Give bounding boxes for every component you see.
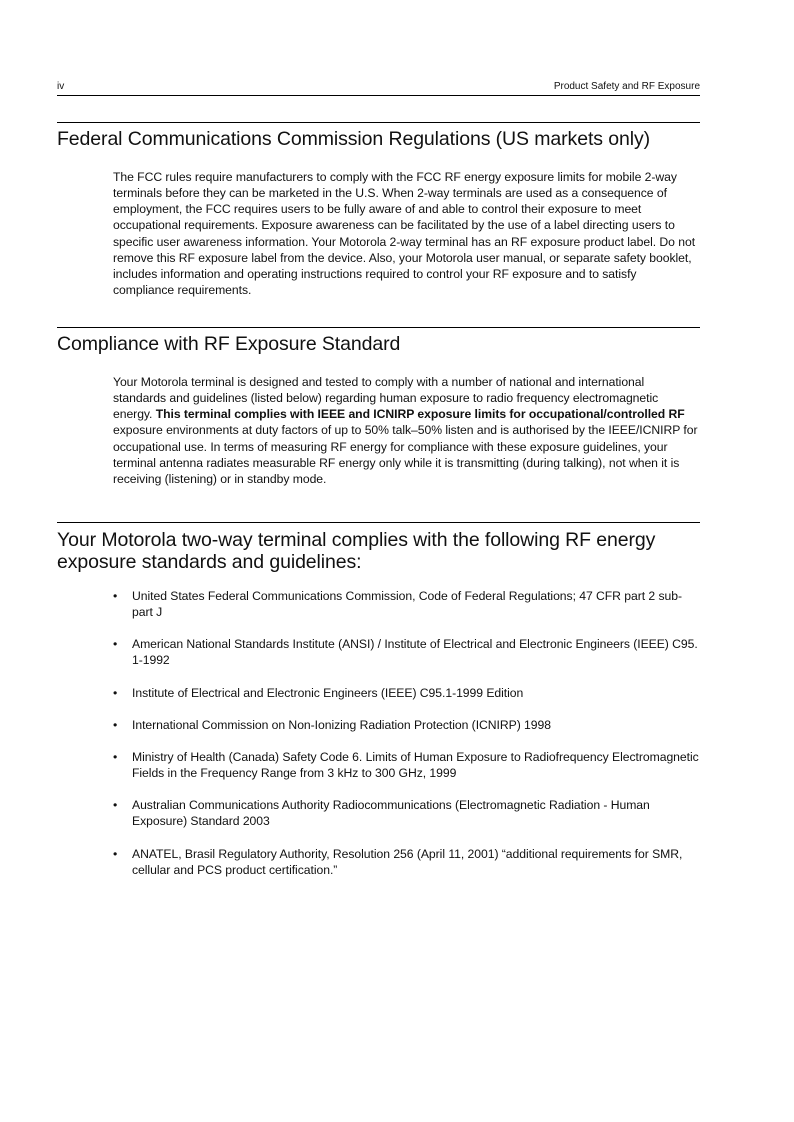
list-item: [113, 636, 700, 668]
section-title: Federal Communications Commission Regulations (US markets only): [57, 128, 650, 150]
section-title: Compliance with RF Exposure Standard: [57, 333, 401, 355]
running-header: [57, 79, 700, 96]
list-item-text: United States Federal Communications Commission, Code of Federal Regulations; 47 CFR part 2 sub-part J: [132, 589, 682, 620]
list-item-text: American National Standards Institute (ANSI) / Institute of Electrical and Electronic Engineers (IEEE) C95. 1-1992: [132, 637, 698, 668]
chapter-title: Product Safety and RF Exposure: [553, 81, 700, 92]
list-item: [113, 749, 700, 781]
list-item: [113, 846, 700, 878]
bullet-icon: •: [113, 749, 118, 764]
section-paragraph: The FCC rules require manufacturers to comply with the FCC RF energy exposure limits for mobile 2-way terminals before they can be marketed in the U.S. When 2-way terminals are used as a consequence of employment, the FCC requires users to be fully aware of and able to control their exposure to meet occupational requirements. Exposure awareness can be facilitated by the use of a label directing users to specific user awareness information. Your Motorola 2-way terminal has an RF exposure product label. Do not remove this RF exposure label from the device. Also, your Motorola user manual, or separate safety booklet, includes information and operating instructions required to control your RF exposure and to satisfy compliance requirements.: [113, 170, 696, 298]
section-divider: [57, 122, 700, 123]
bullet-icon: •: [113, 685, 118, 700]
bullet-icon: •: [113, 846, 118, 861]
section-fcc-regulations: [57, 122, 700, 298]
section-compliance-standard: [57, 327, 700, 487]
list-item-text: Australian Communications Authority Radiocommunications (Electromagnetic Radiation - Human Exposure) Standard 2003: [132, 798, 650, 829]
standards-list: [113, 588, 700, 878]
list-item: [113, 797, 700, 829]
paragraph-text: Your Motorola terminal is designed and tested to comply with a number of national and international standards and guidelines (listed below) regarding human exposure to radio frequency electromagnetic energy.: [113, 375, 659, 422]
list-item: [113, 588, 700, 620]
page-number: iv: [57, 81, 65, 92]
paragraph-text: exposure environments at duty factors of up to 50% talk–50% listen and is authorised by the IEEE/ICNIRP for occupational use. In terms of measuring RF energy for compliance with these exposure guidelines, your terminal antenna radiates measurable RF energy only while it is transmitting (during talking), not when it is receiving (listening) or in standby mode.: [113, 423, 698, 486]
bullet-icon: •: [113, 798, 118, 813]
list-item: [113, 685, 700, 701]
section-title: Your Motorola two-way terminal complies with the following RF energy exposure standards and guidelines:: [57, 529, 656, 573]
list-item-text: Institute of Electrical and Electronic Engineers (IEEE) C95.1-1999 Edition: [132, 685, 524, 700]
list-item-text: Ministry of Health (Canada) Safety Code 6. Limits of Human Exposure to Radiofrequency Electromagnetic Fields in the Frequency Range from 3 kHz to 300 GHz, 1999: [132, 749, 699, 781]
section-divider: [57, 327, 700, 328]
bullet-icon: •: [113, 637, 118, 652]
list-item-text: ANATEL, Brasil Regulatory Authority, Resolution 256 (April 11, 2001) “additional requirements for SMR, cellular and PCS product certification.”: [132, 846, 683, 877]
bullet-icon: •: [113, 717, 118, 732]
list-item-text: International Commission on Non-Ionizing Radiation Protection (ICNIRP) 1998: [132, 717, 551, 732]
list-item: [113, 717, 700, 733]
bullet-icon: •: [113, 589, 118, 603]
section-standards-list: [57, 522, 700, 894]
section-divider: [57, 522, 700, 523]
paragraph-emphasis: This terminal complies with IEEE and ICNIRP exposure limits for occupational/controlled RF: [155, 407, 685, 422]
section-paragraph: [113, 374, 700, 487]
